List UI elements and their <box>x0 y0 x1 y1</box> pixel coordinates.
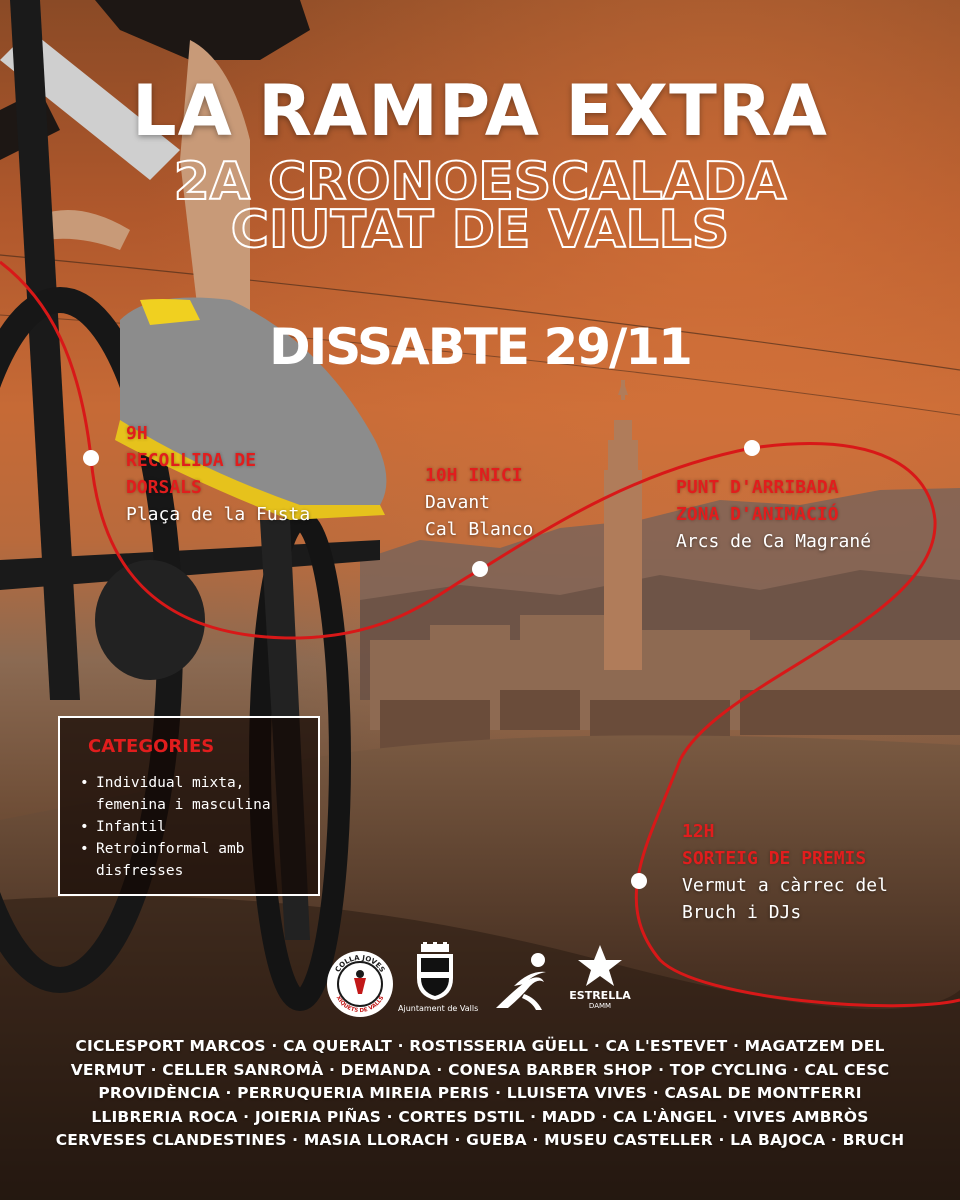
schedule-stop-dorsals <box>126 420 310 528</box>
damm-label: DAMM <box>588 1002 612 1010</box>
sponsors-list <box>30 1035 930 1153</box>
event-date: DISSABTE 29/11 <box>269 318 691 376</box>
sponsors-line: VERMUT · CELLER SANROMÀ · DEMANDA · CONESA BARBER SHOP · TOP CYCLING · CAL CESC <box>70 1060 890 1079</box>
schedule-stop-start <box>425 462 533 543</box>
route-node-1 <box>83 450 99 466</box>
sponsors-line: LLIBRERIA ROCA · JOIERIA PIÑAS · CORTES DSTIL · MADD · CA L'ÀNGEL · VIVES AMBRÒS <box>91 1107 869 1126</box>
colla-logo-bottom-text: XIQUETS DE VALLS <box>334 995 386 1015</box>
stop-heading-line: RECOLLIDA DE <box>126 450 257 471</box>
category-item <box>80 816 271 838</box>
stop-place: Bruch i DJs <box>682 902 802 923</box>
stop-heading-line: 9H <box>126 423 148 444</box>
category-item <box>80 772 271 816</box>
category-line: femenina i masculina <box>96 797 271 813</box>
stop-place: Davant <box>425 492 491 513</box>
sponsors-line: CICLESPORT MARCOS · CA QUERALT · ROSTISSERIA GÜELL · CA L'ESTEVET · MAGATZEM DEL <box>75 1037 885 1055</box>
event-subtitle-line-1: 2A CRONOESCALADA <box>173 152 787 212</box>
sponsors-line: CERVESES CLANDESTINES · MASIA LLORACH · GUEBA · MUSEU CASTELLER · LA BAJOCA · BRUCH <box>55 1131 905 1149</box>
estrella-label: ESTRELLA <box>569 989 631 1002</box>
colla-logo-top-text: COLLA JOVES <box>333 953 387 974</box>
stop-heading-line: PUNT D'ARRIBADA <box>676 477 839 498</box>
categories-title: CATEGORIES <box>88 736 215 757</box>
category-line: disfresses <box>96 863 184 879</box>
route-node-3 <box>744 440 760 456</box>
categories-list <box>80 772 271 882</box>
category-line: • Infantil <box>96 819 166 835</box>
stop-heading-line: 12H <box>682 821 715 842</box>
estrella-star-icon <box>577 944 623 988</box>
stop-place: Cal Blanco <box>425 519 534 540</box>
runner-logo <box>494 950 554 1012</box>
stop-heading-line: ZONA D'ANIMACIÓ <box>676 504 839 525</box>
estrella-damm-logo <box>566 944 634 1010</box>
route-node-4 <box>631 873 647 889</box>
stop-heading-line: 10H INICI <box>425 465 523 486</box>
category-line: • Individual mixta, <box>96 775 245 791</box>
category-item <box>80 838 271 882</box>
stop-place: Vermut a càrrec del <box>682 875 888 896</box>
colla-joves-logo <box>324 948 396 1020</box>
stop-heading-line: SORTEIG DE PREMIS <box>682 848 867 869</box>
valls-coat-of-arms-icon <box>413 942 457 1002</box>
event-subtitle-line-2: CIUTAT DE VALLS <box>230 200 730 260</box>
category-line: • Retroinformal amb <box>96 841 245 857</box>
sponsors-line: PROVIDÈNCIA · PERRUQUERIA MIREIA PERIS · LLUISETA VIVES · CASAL DE MONTFERRI <box>98 1084 862 1102</box>
ajuntament-label: Ajuntament de Valls <box>398 1004 479 1013</box>
ajuntament-logo <box>398 942 479 1013</box>
categories-box <box>58 716 320 896</box>
route-node-2 <box>472 561 488 577</box>
schedule-stop-prizes <box>682 818 888 926</box>
stop-heading-line: DORSALS <box>126 477 202 498</box>
stop-place: Plaça de la Fusta <box>126 504 311 525</box>
schedule-stop-finish <box>676 474 871 555</box>
event-title: LA RAMPA EXTRA <box>132 70 828 152</box>
stop-place: Arcs de Ca Magrané <box>676 531 872 552</box>
